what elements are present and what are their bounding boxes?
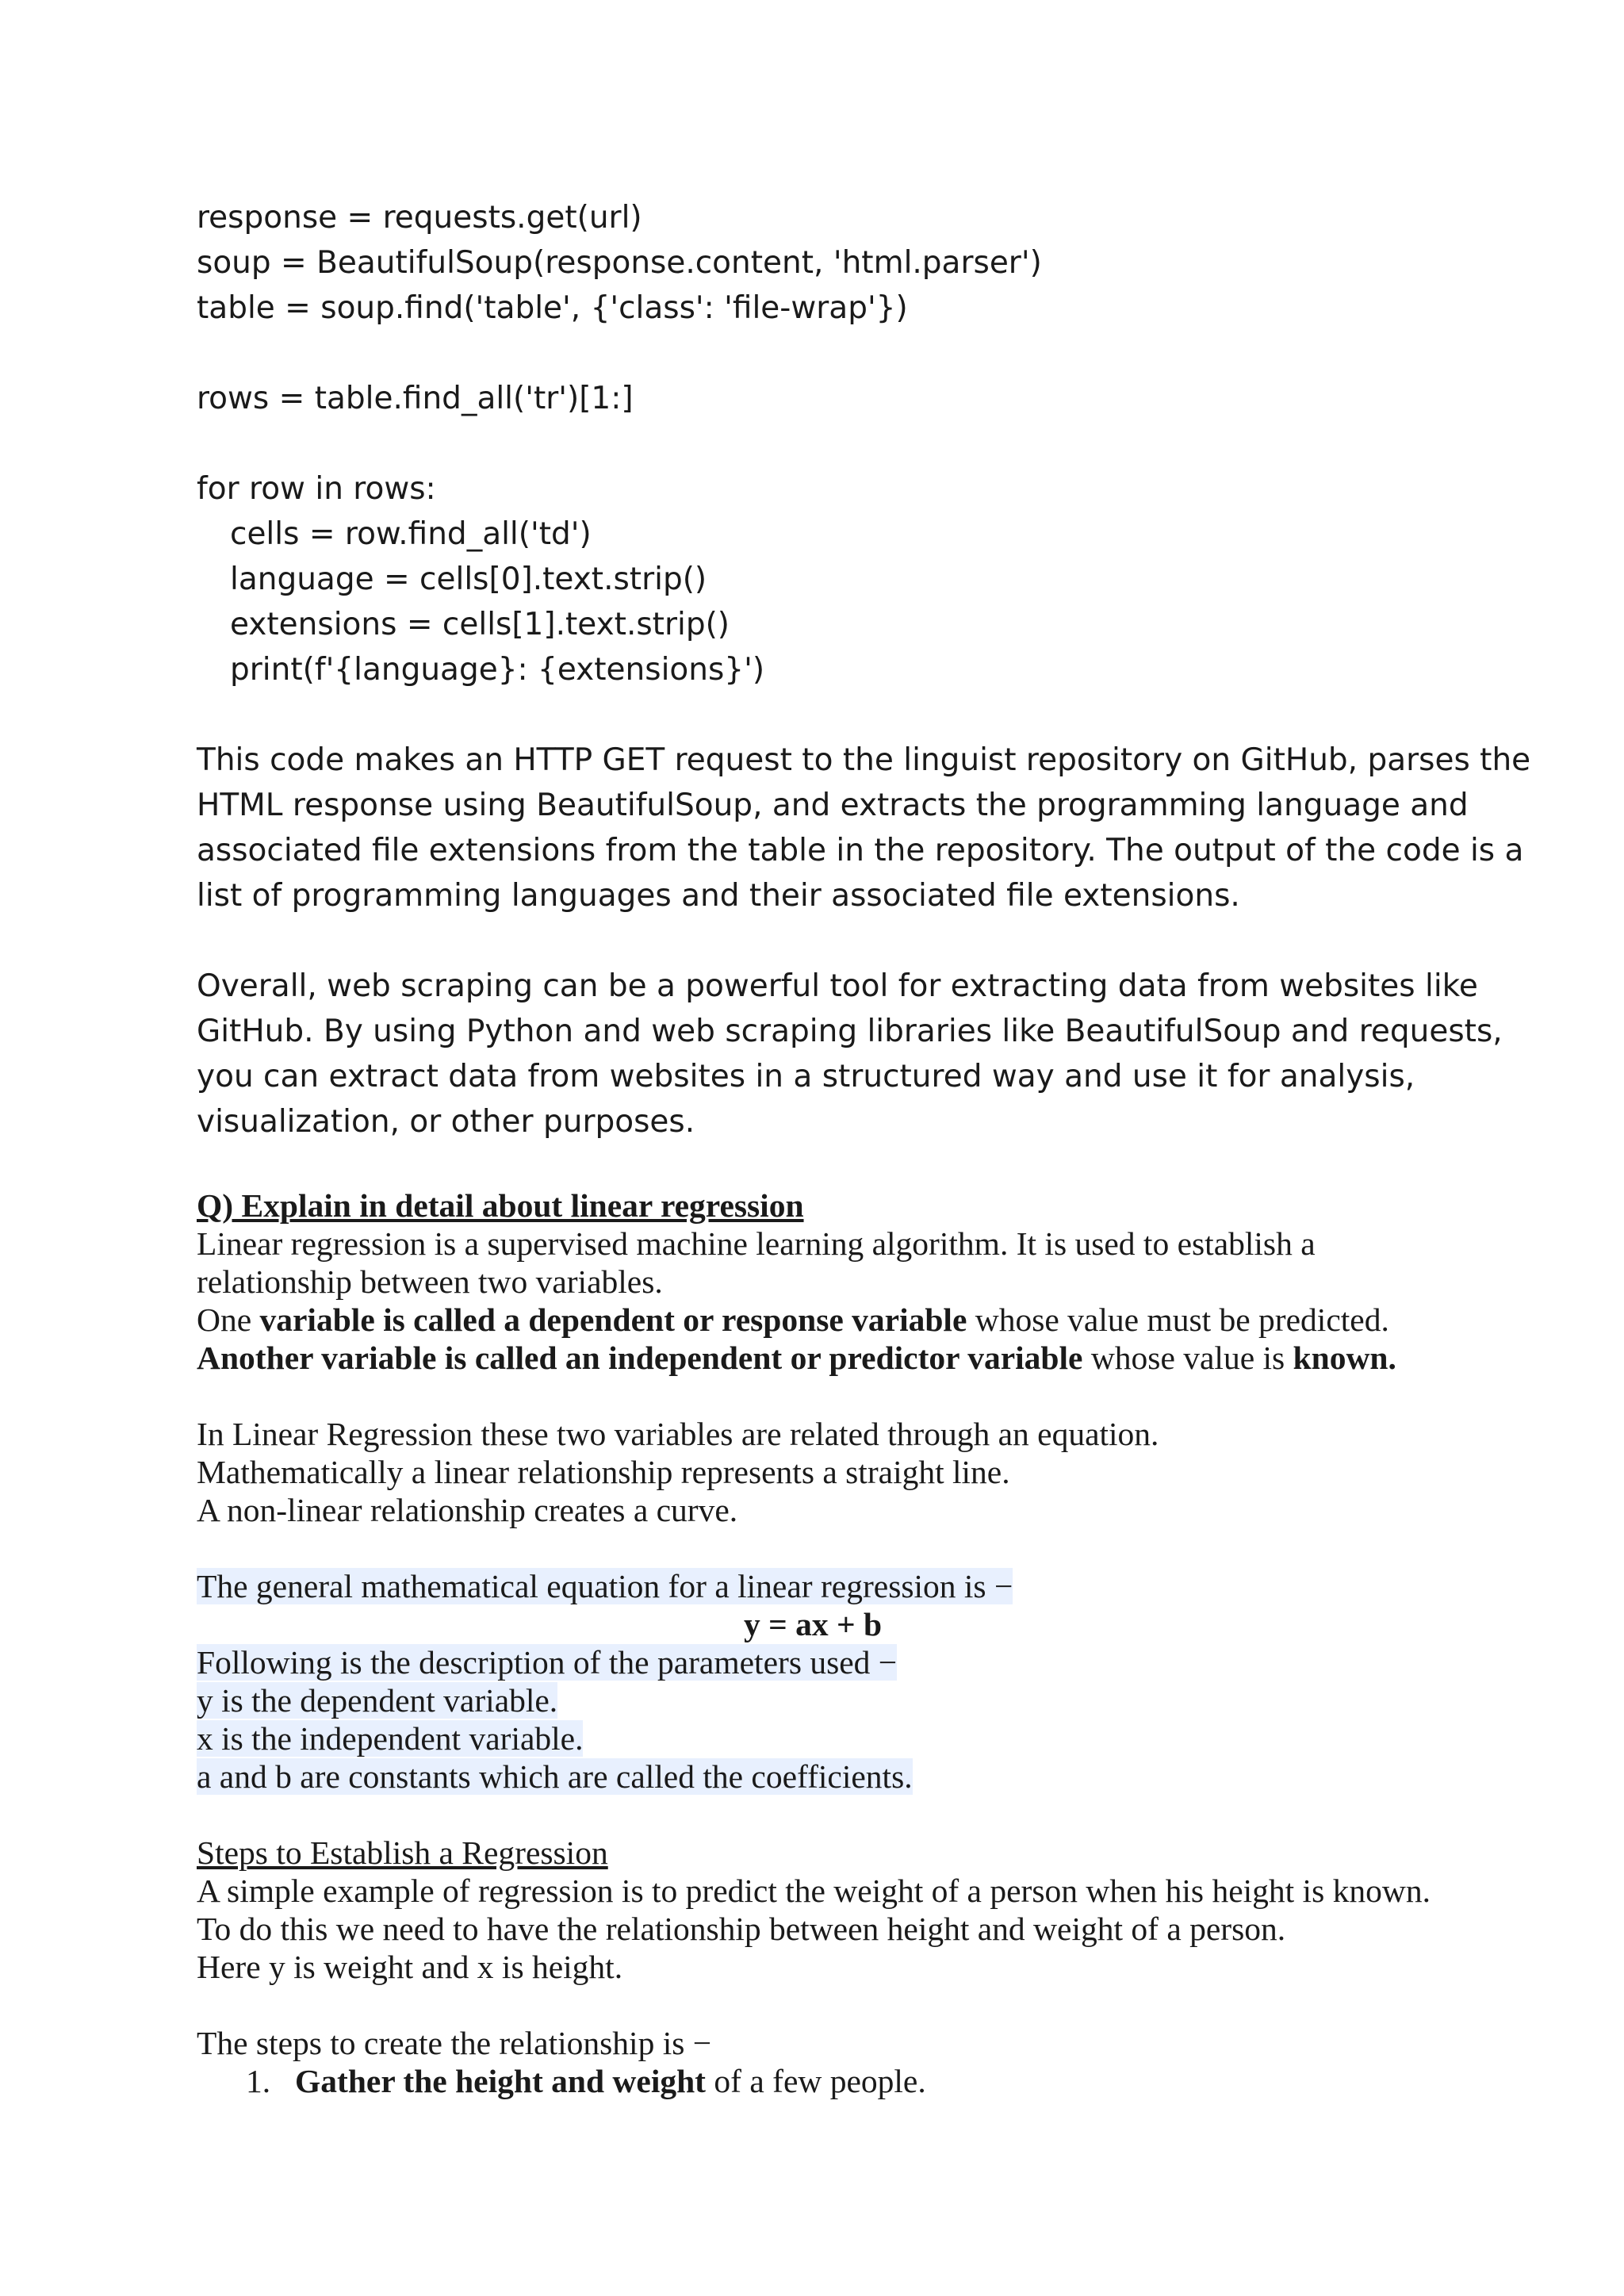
regression-section: [197, 1186, 1430, 2100]
bold-segment: Another variable is called an independent or predictor variable: [197, 1340, 1083, 1376]
code-line: cells = row.find_all('td'): [230, 516, 592, 552]
document-page: [197, 195, 1531, 2100]
code-line: response = requests.get(url): [197, 200, 642, 236]
explanation-paragraph: [197, 738, 1531, 964]
highlighted-text: Following is the description of the parameters used −: [197, 1644, 898, 1681]
bold-segment: variable is called a dependent or response variable: [259, 1301, 967, 1338]
blank-line: [197, 1144, 1430, 1190]
list-number: 1.: [246, 2063, 271, 2099]
steps-heading: Steps to Establish a Regression: [197, 1834, 608, 1871]
text-segment: whose value is: [1082, 1340, 1293, 1376]
text-segment: of a few people.: [706, 2063, 926, 2099]
blank-line: [197, 1986, 1430, 2024]
highlighted-text: x is the independent variable.: [197, 1720, 584, 1757]
equation: y = ax + b: [744, 1606, 883, 1642]
bold-segment: known.: [1293, 1340, 1396, 1376]
param-line: [197, 1719, 1430, 1757]
blank-line: [197, 918, 1430, 964]
highlighted-text: The general mathematical equation for a linear regression is −: [197, 1568, 1013, 1604]
blank-line: [197, 1377, 1430, 1415]
paragraph-line: list of programming languages and their associated file extensions.: [197, 878, 1240, 914]
independent-variable-line: [197, 1339, 1430, 1377]
text-segment: One: [197, 1301, 260, 1338]
paragraph-line: This code makes an HTTP GET request to the linguist repository on GitHub, parses the: [197, 742, 1531, 778]
section-heading: Q) Explain in detail about linear regression: [197, 1187, 804, 1224]
blank-line: [197, 331, 1430, 376]
blank-line: [197, 1796, 1430, 1834]
list-item: [197, 2062, 1430, 2100]
code-line: language = cells[0].text.strip(): [230, 562, 707, 597]
steps-line: To do this we need to have the relationship between height and weight of a person.: [197, 1911, 1286, 1947]
code-line: extensions = cells[1].text.strip(): [230, 607, 730, 642]
params-intro-line: [197, 1643, 1430, 1681]
paragraph-line: GitHub. By using Python and web scraping libraries like BeautifulSoup and requests,: [197, 1014, 1503, 1049]
highlighted-text: y is the dependent variable.: [197, 1682, 558, 1719]
paragraph-line: associated file extensions from the table in the repository. The output of the code is a: [197, 833, 1524, 868]
code-line: soup = BeautifulSoup(response.content, 'html.parser'): [197, 245, 1042, 281]
paragraph-line: you can extract data from websites in a structured way and use it for analysis,: [197, 1059, 1415, 1094]
blank-line: [197, 421, 1430, 466]
blank-line: [197, 1529, 1430, 1567]
paragraph-line: visualization, or other purposes.: [197, 1104, 695, 1140]
paragraph-line: HTML response using BeautifulSoup, and extracts the programming language and: [197, 788, 1469, 823]
equation-intro-line: [197, 1567, 1430, 1605]
steps-intro-line: The steps to create the relationship is −: [197, 2025, 712, 2061]
steps-line: Here y is weight and x is height.: [197, 1949, 623, 1985]
dependent-variable-line: [197, 1301, 1430, 1339]
highlighted-text: a and b are constants which are called the coefficients.: [197, 1758, 913, 1795]
blank-line: [197, 692, 1430, 738]
relation-line: A non-linear relationship creates a curve.: [197, 1492, 738, 1528]
code-line: for row in rows:: [197, 471, 436, 507]
text-segment: whose value must be predicted.: [967, 1301, 1389, 1338]
param-line: [197, 1681, 1430, 1719]
paragraph-line: Overall, web scraping can be a powerful tool for extracting data from websites like: [197, 968, 1478, 1004]
intro-line: Linear regression is a supervised machine learning algorithm. It is used to establish a: [197, 1225, 1316, 1262]
relation-line: Mathematically a linear relationship represents a straight line.: [197, 1454, 1010, 1490]
steps-line: A simple example of regression is to predict the weight of a person when his height is known.: [197, 1872, 1431, 1909]
code-line: print(f'{language}: {extensions}'): [230, 652, 765, 688]
code-line: table = soup.find('table', {'class': 'file-wrap'}): [197, 290, 908, 326]
intro-line: relationship between two variables.: [197, 1263, 663, 1300]
relation-line: In Linear Regression these two variables are related through an equation.: [197, 1416, 1159, 1452]
code-block: [197, 195, 1430, 738]
overall-paragraph: [197, 964, 1503, 1190]
code-line: rows = table.find_all('tr')[1:]: [197, 381, 634, 416]
bold-segment: Gather the height and weight: [295, 2063, 707, 2099]
param-line: [197, 1757, 1430, 1796]
